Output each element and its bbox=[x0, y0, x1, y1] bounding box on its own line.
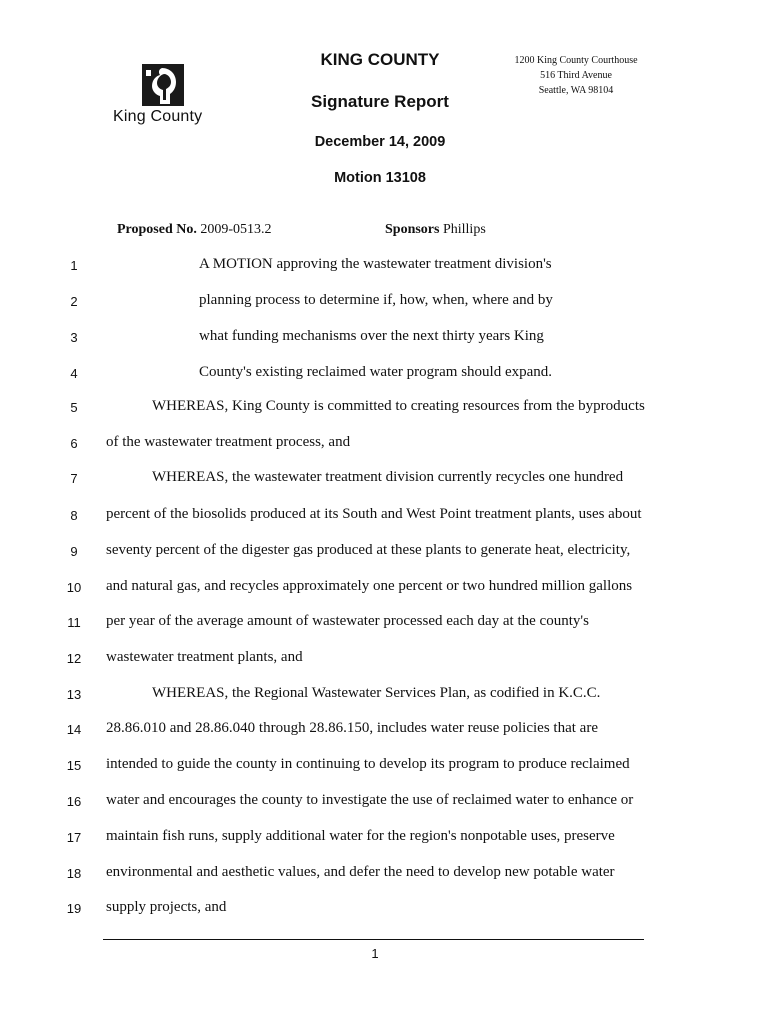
line-number: 10 bbox=[66, 580, 82, 595]
line-text: and natural gas, and recycles approximately one percent or two hundred million gallons bbox=[106, 578, 633, 594]
line-number: 16 bbox=[66, 794, 82, 809]
line-text: supply projects, and bbox=[106, 899, 227, 915]
line-number: 9 bbox=[70, 544, 78, 559]
line-number: 12 bbox=[66, 651, 82, 666]
line-number: 4 bbox=[70, 366, 78, 381]
line-text: wastewater treatment plants, and bbox=[106, 649, 303, 665]
line-number: 6 bbox=[70, 436, 78, 451]
footer-divider bbox=[103, 939, 644, 940]
motion-number: Motion 13108 bbox=[334, 170, 426, 186]
proposed-value: 2009-0513.2 bbox=[200, 222, 272, 237]
line-number: 18 bbox=[66, 866, 82, 881]
line-number: 5 bbox=[70, 400, 78, 415]
line-text: seventy percent of the digester gas produced at these plants to generate heat, electricity, bbox=[106, 542, 631, 558]
line-text: County's existing reclaimed water program should expand. bbox=[199, 364, 553, 380]
line-text: what funding mechanisms over the next thirty years King bbox=[199, 328, 544, 344]
sponsors bbox=[385, 222, 486, 238]
line-number: 3 bbox=[70, 330, 78, 345]
logo-text: King County bbox=[113, 108, 203, 125]
line-number: 2 bbox=[70, 294, 78, 309]
address-line: Seattle, WA 98104 bbox=[538, 85, 614, 96]
line-number: 15 bbox=[66, 758, 82, 773]
proposed-label: Proposed No. bbox=[117, 222, 197, 237]
line-text: 28.86.010 and 28.86.040 through 28.86.150, includes water reuse policies that are bbox=[106, 720, 598, 736]
line-text: maintain fish runs, supply additional water for the region's nonpotable uses, preserve bbox=[106, 828, 615, 844]
line-text: WHEREAS, the Regional Wastewater Services Plan, as codified in K.C.C. bbox=[152, 685, 601, 701]
line-number: 14 bbox=[66, 722, 82, 737]
line-number: 7 bbox=[70, 471, 78, 486]
line-text: percent of the biosolids produced at its South and West Point treatment plants, uses about bbox=[106, 506, 642, 522]
line-number: 17 bbox=[66, 830, 82, 845]
line-number: 11 bbox=[67, 615, 81, 630]
address-line: 1200 King County Courthouse bbox=[514, 55, 638, 66]
line-text: environmental and aesthetic values, and defer the need to develop new potable water bbox=[106, 864, 615, 880]
line-number: 1 bbox=[70, 258, 78, 273]
line-text: planning process to determine if, how, when, where and by bbox=[199, 292, 553, 308]
line-text: intended to guide the county in continuing to develop its program to produce reclaimed bbox=[106, 756, 630, 772]
report-date: December 14, 2009 bbox=[314, 134, 446, 150]
address-line: 516 Third Avenue bbox=[540, 70, 612, 81]
sponsors-value: Phillips bbox=[442, 222, 486, 237]
line-text: A MOTION approving the wastewater treatment division's bbox=[199, 256, 552, 272]
line-number: 8 bbox=[70, 508, 78, 523]
line-number: 13 bbox=[66, 687, 82, 702]
proposed-number bbox=[117, 222, 272, 238]
line-text: water and encourages the county to investigate the use of reclaimed water to enhance or bbox=[106, 792, 634, 808]
line-text: per year of the average amount of wastewater processed each day at the county's bbox=[106, 613, 589, 629]
sponsors-label: Sponsors bbox=[385, 222, 440, 237]
line-text: of the wastewater treatment process, and bbox=[106, 434, 351, 450]
line-text: WHEREAS, the wastewater treatment division currently recycles one hundred bbox=[152, 469, 624, 485]
org-name: KING COUNTY bbox=[320, 50, 440, 69]
report-title: Signature Report bbox=[311, 92, 449, 111]
line-text: WHEREAS, King County is committed to creating resources from the byproducts bbox=[152, 398, 645, 414]
line-number: 19 bbox=[66, 901, 82, 916]
page-number: 1 bbox=[371, 946, 379, 961]
king-county-logo-icon bbox=[140, 60, 186, 108]
